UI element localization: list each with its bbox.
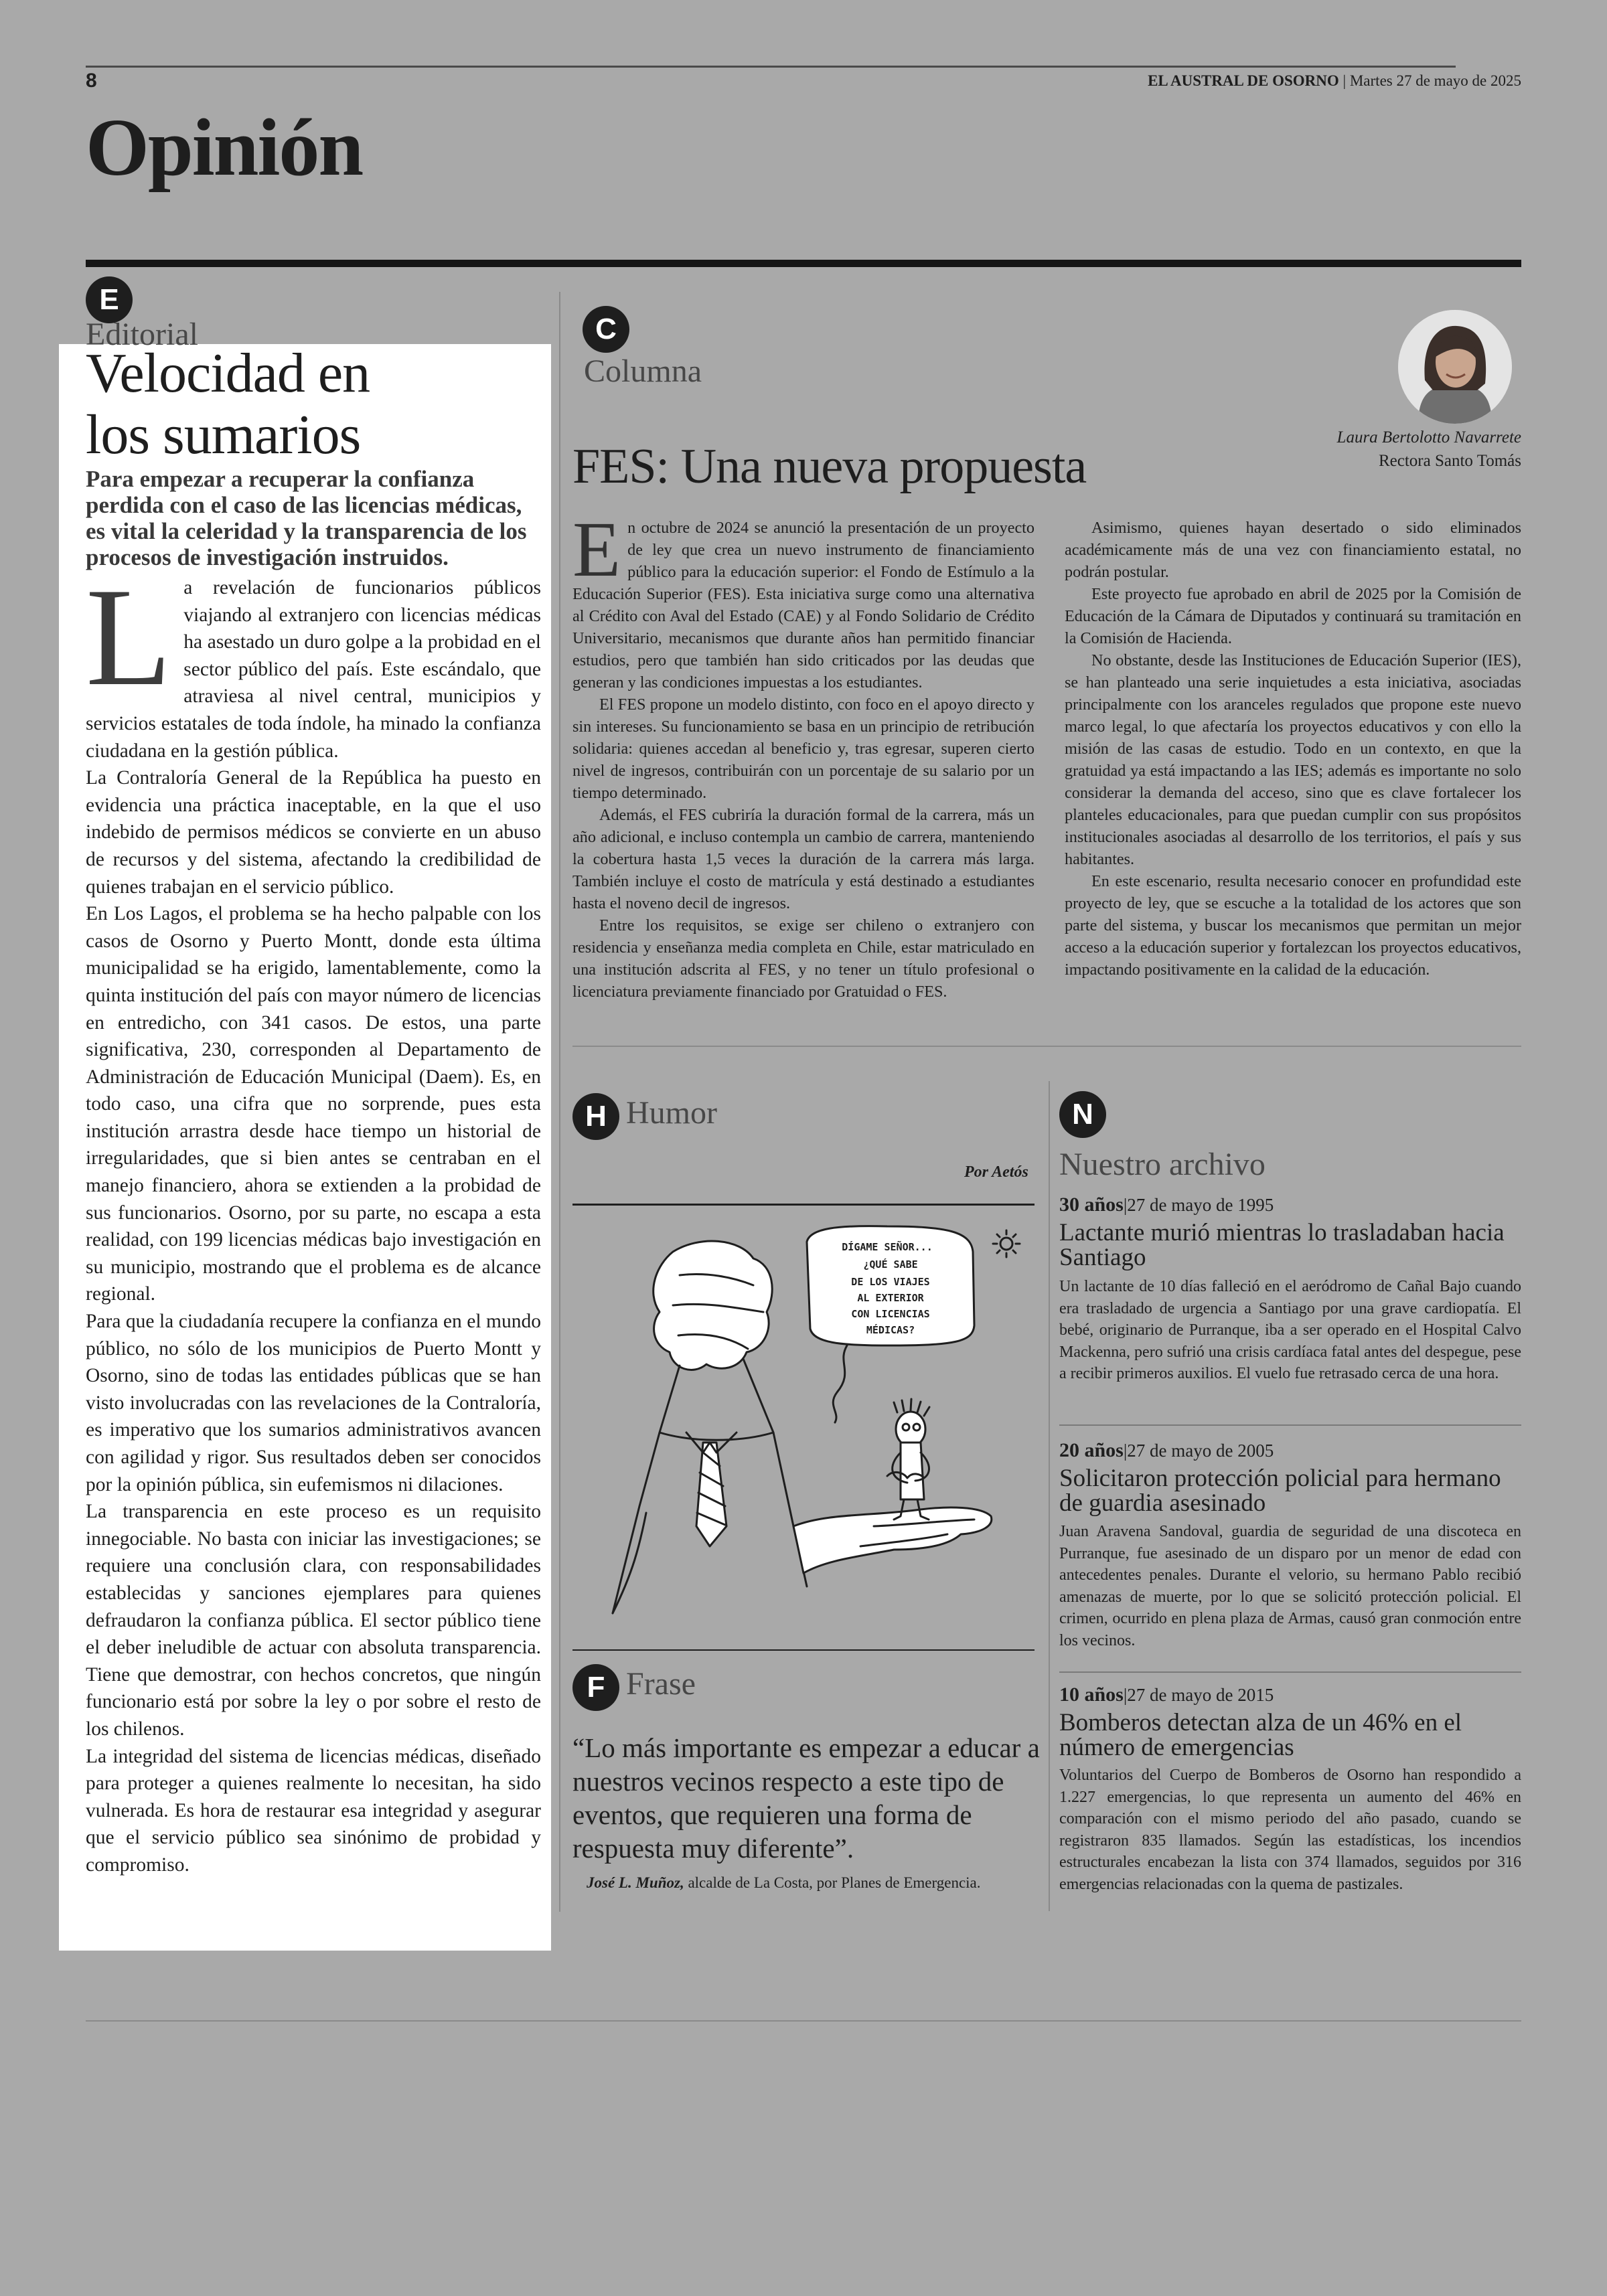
editorial-paragraph: En Los Lagos, el problema se ha hecho palpable con los casos de Osorno y Puerto Montt, donde esta última municipalidad se ha erigido, lamentablemente, como la quinta institución del país con mayor número de licencias en entredicho, con 341 casos. De estos, una parte significativa, 230, corresponden al Departamento de Administración de Educación Municipal (Daem). Es, en todo caso, una cifra que no sorprende, pues esta institución arrastra desde hace tiempo un historial de irregularidades, que si bien antes se centraban en el manejo financiero, ahora se extienden a la probidad de sus funcionarios. Osorno, por su parte, no escapa a esta realidad, con 199 licencias médicas bajo investigación en su municipio, mostrando que el problema es de alcance regional.	[86, 903, 541, 1305]
editorial-paragraph: Para que la ciudadanía recupere la confianza en el mundo público, no sólo de los municipios de Puerto Montt y Osorno, sino de todas las entidades públicas que se han visto involucradas con las revelaciones de la Contraloría, es imperativo que los sumarios administrativos avancen con agilidad y rigor. Sus resultados deben ser conocidos por la opinión pública, sin eufemismos ni dilaciones.	[86, 1311, 541, 1495]
humor-cartoon	[572, 1212, 1035, 1633]
column-dropcap: E	[572, 505, 621, 593]
section-rule	[86, 260, 1521, 267]
column-badge: C	[583, 306, 629, 353]
frase-author: José L. Muñoz,	[587, 1874, 684, 1891]
author-role: Rectora Santo Tomás	[1378, 452, 1521, 470]
archive-item-title: Solicitaron protección policial para hermano de guardia asesinado	[1059, 1465, 1501, 1517]
archive-separator: |	[1123, 1685, 1128, 1705]
archive-item-body: Un lactante de 10 días falleció en el aeródromo de Cañal Bajo cuando era trasladado de urgencia a Santiago por una grave cardiopatía. El bebé, originario de Purranque, iba a ser operado en el Hospital Calvo Mackenna, pero sufrió una crisis cardíaca fatal antes del despegue, pese a recibir primeros auxilios. El vuelo fue retrasado cerca de una hora.	[1059, 1278, 1521, 1382]
author-portrait-icon	[1398, 310, 1512, 424]
archive-item-header	[1059, 1684, 1274, 1706]
frase-attribution	[587, 1874, 981, 1892]
column-paragraph: Este proyecto fue aprobado en abril de 2025 por la Comisión de Educación de la Cámara de Diputados y continuará su tramitación en la Comisión de Hacienda.	[1065, 585, 1521, 647]
column-paragraph: n octubre de 2024 se anunció la presentación de un proyecto de ley que crea un nuevo instrumento de financiamiento público para la educación superior: el Fondo de Estímulo a la Educación Superior (FES). Esta iniciativa surge como una alternativa al Crédito con Aval del Estado (CAE) y al Fondo Solidario de Crédito Universitario, mecanismos que durante años han permitido financiar estudios, pero que también han sido criticados por las deudas que generan y las condiciones impuestas a los estudiantes.	[572, 519, 1035, 691]
author-photo	[1398, 310, 1512, 424]
editorial-label: Editorial	[86, 317, 198, 352]
humor-rule	[572, 1204, 1035, 1206]
humor-badge: H	[572, 1093, 619, 1140]
cartoon-bubble-line: DÍGAME SEÑOR...	[842, 1241, 933, 1253]
editorial-paragraph: La transparencia en este proceso es un requisito innegociable. No basta con iniciar las investigaciones; se requiere una conclusión clara, con responsabilidades establecidas y sanciones ejemplares para quienes defraudaron la confianza pública. El sector público tiene el deber ineludible de actuar con absoluta transparencia. Tiene que demostrar, con hechos concretos, que ningún funcionario está por sobre la ley o por sobre el resto de los chilenos.	[86, 1501, 541, 1740]
editorial-body	[86, 560, 541, 1879]
section-divider	[572, 1649, 1035, 1651]
archive-years: 10 años	[1059, 1684, 1124, 1706]
archive-divider	[1059, 1424, 1521, 1426]
editorial-paragraph: a revelación de funcionarios públicos viajando al extranjero con licencias médicas ha asestado un duro golpe a la probidad en el sector público del país. Este escándalo, que atraviesa al nivel central, municipios y servicios estatales de toda índole, ha minado la confianza ciudadana en la gestión pública.	[86, 577, 541, 762]
frase-author-role: alcalde de La Costa, por Planes de Emergencia.	[688, 1874, 981, 1891]
editorial-headline-line1: Velocidad en	[86, 342, 370, 404]
bottom-rule	[86, 2020, 1521, 2022]
frase-quote: “Lo más importante es empezar a educar a nuestros vecinos respecto a este tipo de eventos, que requieren una forma de respuesta muy diferente”.	[572, 1732, 1040, 1864]
archive-separator: |	[1123, 1441, 1128, 1461]
archive-years: 20 años	[1059, 1439, 1124, 1461]
humor-credit: Por Aetós	[964, 1163, 1028, 1181]
archive-date: 27 de mayo de 2005	[1127, 1441, 1274, 1461]
column-paragraph: No obstante, desde las Instituciones de Educación Superior (IES), se han planteado una serie inquietudes a esta iniciativa, asociadas principalmente con los aranceles regulados que propone este nuevo marco legal, lo que afectaría los proyectos educativos y con ello la misión de las casas de estudio. Todo en un contexto, en que la gratuidad ya está impactando a las IES; además es importante no solo considerar la demanda del acceso, sino que es clave fortalecer los planteles educacionales, para que puedan cumplir con sus propósitos institucionales asociadas al desarrollo de los territorios, el país y sus habitantes.	[1065, 651, 1521, 868]
archive-separator: |	[1123, 1195, 1128, 1215]
archive-divider	[1059, 1671, 1521, 1673]
frase-badge: F	[572, 1664, 619, 1711]
author-name: Laura Bertolotto Navarrete	[1336, 428, 1521, 446]
cartoon-bubble-line: MÉDICAS?	[866, 1324, 915, 1336]
archive-date: 27 de mayo de 1995	[1127, 1195, 1274, 1215]
editorial-headline	[86, 343, 370, 466]
archive-item-header	[1059, 1439, 1274, 1462]
editorial-dropcap: L	[86, 560, 172, 715]
frase-label: Frase	[626, 1666, 696, 1702]
archive-item-title: Lactante murió mientras lo trasladaban hacia Santiago	[1059, 1219, 1505, 1271]
masthead	[1148, 72, 1521, 90]
column-text-right	[1065, 517, 1521, 981]
cartoon-drawing-icon	[572, 1212, 1035, 1633]
column-text-left	[572, 505, 1035, 1003]
cartoon-bubble-line: DE LOS VIAJES	[851, 1276, 930, 1288]
archive-badge: N	[1059, 1091, 1106, 1138]
editorial-headline-line2: los sumarios	[86, 404, 361, 466]
masthead-separator: |	[1343, 72, 1347, 89]
editorial-badge: E	[86, 276, 133, 323]
section-divider	[572, 1046, 1521, 1047]
editorial-paragraph: La Contraloría General de la República ha puesto en evidencia una práctica inaceptable, en la que el uso indebido de permisos médicos se convierte en un abuso de recursos y del sistema, afectando la credibilidad de quienes trabajan en el servicio público.	[86, 767, 541, 898]
archive-item-body: Voluntarios del Cuerpo de Bomberos de Osorno han respondido a 1.227 emergencias, lo que representa un aumento del 46% en comparación con el mismo periodo del año pasado, cuando se registraron 835 llamados. Según las estadísticas, los incendios estructurales encabezan la lista con 374 llamados, seguidos por 316 emergencias relacionadas con la quema de pastizales.	[1059, 1767, 1521, 1893]
archive-label: Nuestro archivo	[1059, 1147, 1266, 1182]
column-paragraph: Asimismo, quienes hayan desertado o sido eliminados académicamente más de una vez con financiamiento estatal, no podrán postular.	[1065, 519, 1521, 581]
column-divider	[559, 292, 560, 1912]
editorial-lead: Para empezar a recuperar la confianza perdida con el caso de las licencias médicas, es vital la celeridad y la transparencia de los procesos de investigación instruidos.	[86, 466, 527, 570]
archive-years: 30 años	[1059, 1194, 1124, 1216]
archive-item-body: Juan Aravena Sandoval, guardia de seguridad de una discoteca en Purranque, fue asesinado de un disparo por un menor de edad con antecedentes penales. Durante el velorio, su hermano Pablo recibió amenazas de muerte, por lo que se solicitó protección policial. El crimen, ocurrido en plena plaza de Armas, causó gran conmoción entre los vecinos.	[1059, 1523, 1521, 1649]
column-paragraph: Además, el FES cubriría la duración formal de la carrera, más un año adicional, e incluso contempla un cambio de carrera, manteniendo la cobertura hasta 1,5 veces la duración de la carrera más larga. También incluye el costo de matrícula y está destinado a estudiantes hasta el noveno decil de ingresos.	[572, 806, 1035, 912]
column-paragraph: El FES propone un modelo distinto, con foco en el apoyo directo y sin intereses. Su funcionamiento se basa en un principio de retribución solidaria: quienes accedan al beneficio y, tras egresar, superen cierto nivel de ingresos, contribuirán con un porcentaje de su salario por un tiempo determinado.	[572, 695, 1035, 802]
column-paragraph: En este escenario, resulta necesario conocer en profundidad este proyecto de ley, que se escuche a la totalidad de los actores que son parte del sistema, y buscar los mecanismos que permitan un mejor acceso a la educación superior y fortalezcan los proyectos educativos, impactando positivamente en la calidad de la educación.	[1065, 872, 1521, 979]
cartoon-bubble-line: AL EXTERIOR	[857, 1292, 924, 1304]
cartoon-bubble-line: CON LICENCIAS	[851, 1308, 930, 1320]
editorial-paragraph: La integridad del sistema de licencias médicas, diseñado para proteger a quienes realmente lo necesitan, ha sido vulnerada. Es hora de restaurar esa integridad y asegurar que el servicio público sea sinónimo de probidad y compromiso.	[86, 1745, 541, 1876]
page-number: 8	[86, 70, 97, 92]
column-headline: FES: Una nueva propuesta	[572, 439, 1087, 494]
top-rule	[86, 66, 1456, 68]
archive-item-title: Bomberos detectan alza de un 46% en el número de emergencias	[1059, 1709, 1462, 1761]
publication-date: Martes 27 de mayo de 2025	[1349, 72, 1521, 89]
column-label: Columna	[584, 353, 702, 389]
section-title: Opinión	[86, 102, 363, 193]
column-paragraph: Entre los requisitos, se exige ser chileno o extranjero con residencia y enseñanza media completa en Chile, estar matriculado en una institución adscrita al FES, y no tener un título profesional o licenciatura previamente financiado por Gratuidad o FES.	[572, 916, 1035, 1001]
publication-name: EL AUSTRAL DE OSORNO	[1148, 72, 1339, 89]
archive-item-header	[1059, 1194, 1274, 1216]
cartoon-bubble-line: ¿QUÉ SABE	[863, 1258, 918, 1270]
archive-date: 27 de mayo de 2015	[1127, 1685, 1274, 1705]
column-divider	[1049, 1081, 1050, 1911]
humor-label: Humor	[626, 1095, 717, 1131]
